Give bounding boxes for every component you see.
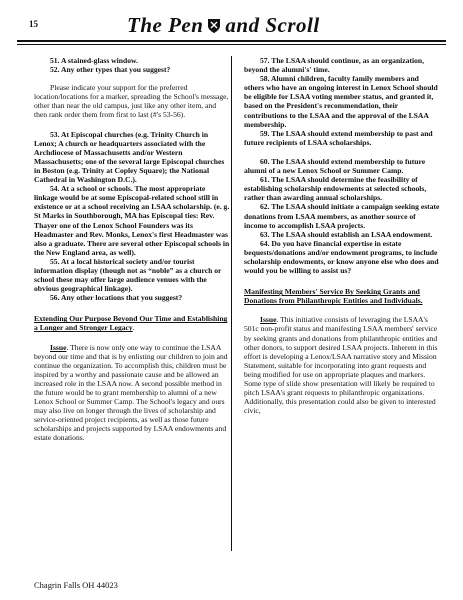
list-item: 56. Any other locations that you suggest? [50, 293, 183, 303]
list-item: 52. Any other types that you suggest? [50, 65, 171, 75]
masthead-header [17, 13, 447, 39]
section-heading: Manifesting Members' Service By Seeking Grants and Donations from Philanthropic Entities and Individuals. [244, 287, 423, 306]
list-item: 51. A stained-glass window. [50, 56, 138, 65]
list-item: 60. The LSAA should extend membership to future alumni of a new Lenox School or Summer Camp. [244, 156, 426, 176]
newsletter-title [127, 13, 320, 38]
issue-label: Issue [260, 315, 277, 325]
list-item: 63. The LSAA should establish an LSAA endowment. [260, 229, 433, 239]
issue-paragraph [34, 343, 230, 443]
list-item: 58. Alumni children, faculty family members and others who have an ongoing interest in Lenox School should be eligible for LSAA voting member status, and granted it, based on the President's recommendation, their contributions to the LSAA and the approval of the LSAA membership. [244, 74, 438, 129]
list-item: 55. At a local historical society and/or tourist information display (though not as “noble” as a church or school these may offer large audience venues with the obvious geographical linkage). [34, 256, 222, 294]
list-item: 59. The LSAA should extend membership to past and future recipients of LSAA scholarships. [244, 128, 433, 147]
list-item: 64. Do you have financial expertise in estate bequests/donations and/or endowment programs, to include scholarship endowments, or know anyone else who does and would you be willing to assist us? [244, 238, 439, 276]
footer-location: Chagrin Falls OH 44023 [34, 580, 118, 590]
list-item: 57. The LSAA should continue, as an organization, beyond the alumni's' time. [244, 56, 425, 75]
header-rule-thin [17, 44, 446, 45]
heading-text: Extending Our Purpose Beyond Our Time and Establishing a Longer and Stronger Legacy [34, 314, 228, 333]
column-divider [231, 56, 232, 551]
crest-icon [207, 18, 221, 34]
issue-paragraph [244, 315, 440, 415]
title-right: and Scroll [225, 13, 320, 37]
section-heading [34, 314, 230, 332]
list-item: 61. The LSAA should determine the feasibility of establishing scholarship endowments at selected schools, rather than awarding annual scholarships. [244, 175, 427, 203]
header-rule [17, 40, 446, 42]
left-column [34, 56, 230, 449]
issue-text: . This initiative consists of leveraging the LSAA's 501c non-profit status and manifesting LSAA members' service by seeking grants and donations from philanthropic entities and other donors, to support desired LSAA projects. Inherent in this effort is developing a Lenox/LSAA narrative story and Mission Statement, suitable for incorporating into grant requests and being modified for use on appropriate plaques and markers. Some type of slide show presentation will likely be required to pitch LSAA's grant requests to philanthropic organizations. Additionally, this presentation could also be given to interested civic, [244, 315, 438, 416]
list-item: 53. At Episcopal churches (e.g. Trinity Church in Lenox; A church or headquarters associated with the Archdiocese of Massachusetts and/or Western Massachusetts; one of the several large Episcopal churches in Boston (e.g. Trinity at Copley Square); the National Cathedral in Washington D.C.). [34, 129, 225, 185]
right-column [244, 56, 440, 421]
issue-text: . There is now only one way to continue the LSAA beyond our time and that is by enlisting our children to join and continue the organization. To accomplish this, children must be inspired by a worthy and passionate cause and be allowed an increased role in the LSAA now. A second possible method in the future would be to grant membership to alumni of a new Lenox School or Summer Camp. The School's legacy and ours may also live on longer through the lives of scholarship and service-oriented project recipients, as well as those future scholarships and projects supported by LSAA endowments and estate donations. [34, 342, 228, 443]
title-left: The Pen [127, 13, 204, 37]
issue-label: Issue [50, 342, 67, 352]
intro-paragraph: Please indicate your support for the preferred location/locations for a marker, spreading the School's message, other than near the old campus, just like any other item, and then rank order them from first to last (#'s 53-56). [34, 83, 229, 120]
list-item: 54. At a school or schools. The most appropriate linkage would be at some Episcopal-related school still in existence or at a school receiving an LSAA scholarship. (e. g. St Marks in Southborough, MA has Episcopal ties: Rev. Thayer one of the Lenox School Founders was its Headmaster and Rev. Monks, Lenox's first Headmaster was also a graduate. There are several other Episcopal schools in the New England area, as well). [34, 184, 230, 257]
list-item: 62. The LSAA should initiate a campaign seeking estate donations from LSAA members, as another source of income to accomplish LSAA projects. [244, 202, 440, 230]
heading-period: . [132, 323, 135, 333]
page-number: 15 [29, 19, 38, 29]
